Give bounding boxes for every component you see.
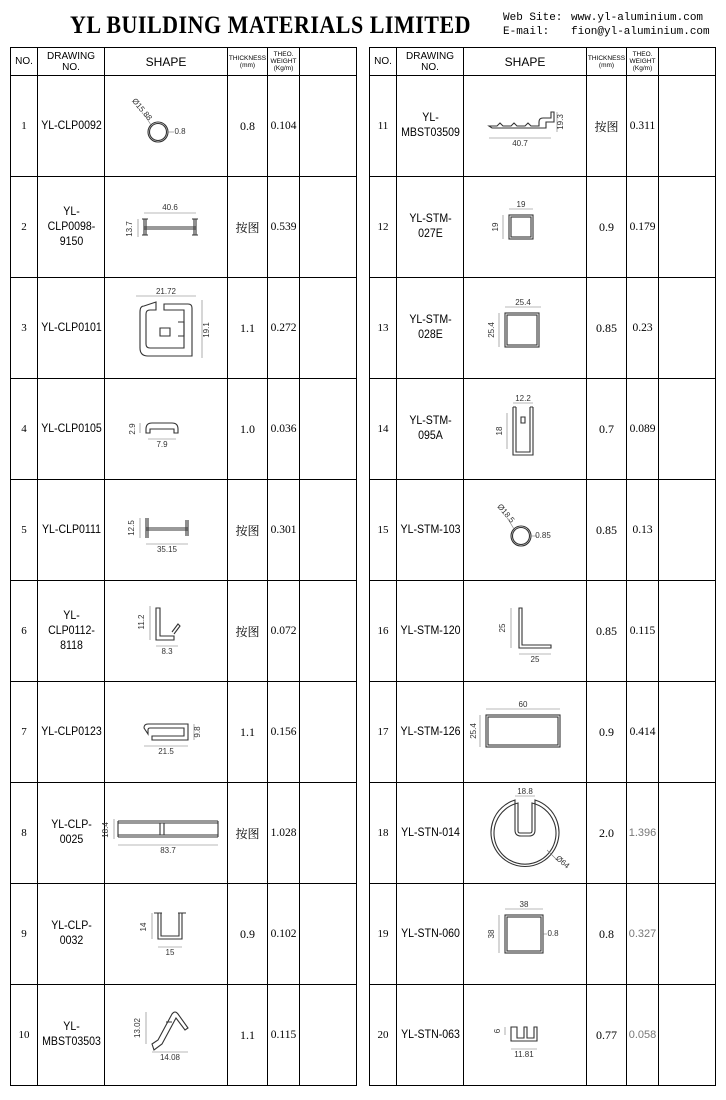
thickness-value: 1.1 — [228, 985, 268, 1086]
thickness-value: 按图 — [228, 480, 268, 581]
profile-drawing — [116, 399, 216, 459]
profile-shape — [105, 480, 228, 581]
blank-cell — [300, 177, 357, 278]
blank-cell — [659, 278, 716, 379]
company-title: YL BUILDING MATERIALS LIMITED — [70, 10, 472, 39]
dimension-label: 25.4 — [487, 322, 496, 338]
drawing-number: YL-CLP0101 — [40, 278, 102, 379]
table-row — [370, 682, 716, 783]
contact-block — [503, 11, 710, 39]
thickness-value: 0.85 — [587, 278, 627, 379]
dimension-label: 11.81 — [514, 1050, 534, 1059]
row-number: 15 — [370, 480, 397, 581]
profile-drawing — [101, 803, 224, 863]
blank-cell — [659, 76, 716, 177]
drawing-number: YL-CLP-0025 — [40, 783, 102, 884]
thickness-value: 0.9 — [587, 682, 627, 783]
profile-shape — [105, 985, 228, 1086]
blank-cell — [300, 884, 357, 985]
profile-shape — [464, 379, 587, 480]
profile-shape — [464, 581, 587, 682]
dimension-label: 0.8 — [547, 929, 559, 938]
col-blank — [300, 48, 357, 76]
profile-shape — [105, 379, 228, 480]
profile-drawing — [116, 1000, 216, 1070]
thickness-value: 0.85 — [587, 581, 627, 682]
blank-cell — [300, 278, 357, 379]
col-blank — [659, 48, 716, 76]
dimension-label: Ø15.88 — [130, 96, 154, 123]
profile-shape — [101, 783, 228, 884]
drawing-number: YL-CLP0105 — [40, 379, 102, 480]
table-row — [11, 177, 357, 278]
weight-value: 0.036 — [268, 379, 300, 480]
dimension-label: 0.85 — [535, 531, 551, 540]
table-row — [370, 379, 716, 480]
row-number: 13 — [370, 278, 397, 379]
thickness-value: 0.8 — [587, 884, 627, 985]
row-number: 10 — [11, 985, 38, 1086]
blank-cell — [300, 379, 357, 480]
profile-drawing — [475, 500, 575, 560]
row-number: 2 — [11, 177, 38, 278]
profile-drawing — [475, 1005, 575, 1065]
dimension-label: 38 — [487, 929, 496, 939]
row-number: 16 — [370, 581, 397, 682]
dimension-label: 2.9 — [128, 423, 137, 435]
website-label: Web Site: — [503, 12, 563, 24]
weight-value: 0.115 — [268, 985, 300, 1086]
blank-cell — [659, 884, 716, 985]
col-drawing: DRAWING NO. — [38, 48, 105, 76]
dimension-label: 25 — [530, 655, 540, 664]
dimension-label: 25.4 — [469, 723, 478, 739]
row-number: 3 — [11, 278, 38, 379]
col-weight: THEO. WEIGHT (Kg/m) — [627, 48, 659, 76]
dimension-label: 60 — [518, 700, 528, 709]
row-number: 18 — [370, 783, 397, 884]
drawing-number: YL-STM-126 — [399, 682, 461, 783]
drawing-number: YL-STM-103 — [399, 480, 461, 581]
col-drawing: DRAWING NO. — [397, 48, 464, 76]
profile-shape — [105, 278, 228, 379]
weight-value: 0.102 — [268, 884, 300, 985]
profile-drawing — [116, 500, 216, 560]
col-thickness: THICKNESS (mm) — [587, 48, 627, 76]
drawing-number: YL-STN-014 — [399, 783, 461, 884]
dimension-label: 6 — [493, 1028, 502, 1034]
thickness-value: 按图 — [228, 581, 268, 682]
dimension-label: 83.7 — [160, 846, 176, 855]
table-row — [370, 278, 716, 379]
weight-value: 0.23 — [627, 278, 659, 379]
drawing-number: YL-MBST03503 — [40, 985, 102, 1086]
thickness-value: 0.77 — [587, 985, 627, 1086]
profile-shape — [105, 177, 228, 278]
dimension-label: 18.4 — [101, 822, 110, 838]
table-row — [11, 783, 357, 884]
dimension-label: Ø64 — [553, 853, 572, 871]
weight-value: 0.414 — [627, 682, 659, 783]
thickness-value: 按图 — [587, 76, 627, 177]
weight-value: 0.072 — [268, 581, 300, 682]
profile-shape — [464, 278, 587, 379]
weight-value: 0.301 — [268, 480, 300, 581]
table-row — [11, 278, 357, 379]
profile-drawing — [475, 596, 575, 666]
dimension-label: 15 — [165, 948, 175, 957]
drawing-number: YL-STM-120 — [399, 581, 461, 682]
profile-shape — [105, 581, 228, 682]
table-row — [11, 581, 357, 682]
row-number: 9 — [11, 884, 38, 985]
profile-drawing — [116, 96, 216, 156]
thickness-value: 1.1 — [228, 682, 268, 783]
dimension-label: 19.3 — [556, 114, 565, 130]
weight-value: 0.104 — [268, 76, 300, 177]
profile-drawing — [116, 288, 216, 368]
dimension-label: 18.8 — [517, 787, 533, 796]
thickness-value: 2.0 — [587, 783, 627, 884]
weight-value: 0.327 — [627, 884, 659, 985]
thickness-value: 0.9 — [228, 884, 268, 985]
row-number: 20 — [370, 985, 397, 1086]
weight-value: 0.311 — [627, 76, 659, 177]
profile-drawing — [475, 197, 575, 257]
col-shape: SHAPE — [464, 48, 587, 76]
row-number: 1 — [11, 76, 38, 177]
blank-cell — [659, 682, 716, 783]
blank-cell — [659, 379, 716, 480]
table-row — [11, 76, 357, 177]
table-row — [370, 76, 716, 177]
blank-cell — [300, 682, 357, 783]
dimension-label: 12.5 — [127, 520, 136, 536]
profile-drawing — [475, 899, 575, 969]
row-number: 14 — [370, 379, 397, 480]
blank-cell — [300, 480, 357, 581]
profile-drawing — [116, 197, 216, 257]
dimension-label: 7.9 — [156, 440, 168, 449]
profile-drawing — [475, 293, 575, 363]
dimension-label: 12.2 — [515, 394, 531, 403]
weight-value: 0.539 — [268, 177, 300, 278]
table-header-row — [370, 48, 716, 76]
dimension-label: 8.3 — [161, 647, 173, 656]
weight-value: 1.028 — [268, 783, 300, 884]
dimension-label: 9.8 — [193, 726, 202, 738]
website-value[interactable]: www.yl-aluminium.com — [571, 12, 704, 24]
weight-value: 0.272 — [268, 278, 300, 379]
dimension-label: 13.02 — [133, 1017, 142, 1039]
drawing-number: YL-CLP0111 — [40, 480, 102, 581]
table-row — [11, 884, 357, 985]
email-row — [503, 25, 710, 39]
drawing-number: YL-CLP0092 — [40, 76, 102, 177]
row-number: 4 — [11, 379, 38, 480]
profile-shape — [464, 985, 587, 1086]
dimension-label: 18 — [495, 426, 504, 436]
table-row — [370, 581, 716, 682]
drawing-number: YL-CLP0112-8118 — [40, 581, 102, 682]
dimension-label: Ø18.5 — [495, 502, 517, 525]
thickness-value: 0.85 — [587, 480, 627, 581]
drawing-number: YL-CLP0123 — [40, 682, 102, 783]
email-label: E-mail: — [503, 26, 550, 38]
website-row — [503, 11, 710, 25]
row-number: 11 — [370, 76, 397, 177]
row-number: 6 — [11, 581, 38, 682]
row-number: 7 — [11, 682, 38, 783]
weight-value: 0.179 — [627, 177, 659, 278]
table-row — [370, 985, 716, 1086]
dimension-label: 40.6 — [162, 203, 178, 212]
dimension-label: 19 — [491, 222, 500, 232]
thickness-value: 0.9 — [587, 177, 627, 278]
thickness-value: 0.7 — [587, 379, 627, 480]
blank-cell — [659, 581, 716, 682]
weight-value: 0.156 — [268, 682, 300, 783]
dimension-label: 0.8 — [174, 127, 186, 136]
drawing-number: YL-MBST03509 — [399, 76, 461, 177]
profile-shape — [464, 783, 587, 884]
dimension-label: 11.2 — [137, 614, 146, 630]
row-number: 8 — [11, 783, 38, 884]
thickness-value: 按图 — [228, 783, 268, 884]
row-number: 17 — [370, 682, 397, 783]
drawing-number: YL-STM-028E — [399, 278, 461, 379]
profile-shape — [105, 884, 228, 985]
profile-drawing — [116, 899, 216, 969]
col-shape: SHAPE — [105, 48, 228, 76]
weight-value: 1.396 — [627, 783, 659, 884]
thickness-value: 按图 — [228, 177, 268, 278]
table-row — [370, 884, 716, 985]
profile-drawing — [475, 788, 575, 878]
table-row — [11, 379, 357, 480]
drawing-number: YL-STN-060 — [399, 884, 461, 985]
drawing-number: YL-STM-027E — [399, 177, 461, 278]
col-no: NO. — [11, 48, 38, 76]
thickness-value: 1.0 — [228, 379, 268, 480]
spec-table-right — [369, 47, 716, 1086]
weight-value: 0.13 — [627, 480, 659, 581]
col-thickness: THICKNESS (mm) — [228, 48, 268, 76]
profile-shape — [464, 177, 587, 278]
col-no: NO. — [370, 48, 397, 76]
spec-table-left — [10, 47, 357, 1086]
weight-value: 0.115 — [627, 581, 659, 682]
dimension-label: 25 — [498, 623, 507, 633]
blank-cell — [659, 480, 716, 581]
table-row — [370, 177, 716, 278]
table-header-row — [11, 48, 357, 76]
dimension-label: 25.4 — [515, 298, 531, 307]
blank-cell — [300, 76, 357, 177]
thickness-value: 1.1 — [228, 278, 268, 379]
table-row — [11, 682, 357, 783]
col-weight: THEO. WEIGHT (Kg/m) — [268, 48, 300, 76]
profile-shape — [105, 682, 228, 783]
blank-cell — [300, 783, 357, 884]
blank-cell — [659, 783, 716, 884]
table-row — [11, 985, 357, 1086]
drawing-number: YL-CLP-0032 — [40, 884, 102, 985]
profile-shape — [464, 76, 587, 177]
profile-drawing — [475, 96, 575, 156]
dimension-label: 21.5 — [158, 747, 174, 756]
dimension-label: 40.7 — [512, 139, 528, 148]
dimension-label: 13.7 — [125, 221, 134, 237]
drawing-number: YL-CLP0098-9150 — [40, 177, 102, 278]
dimension-label: 19.1 — [202, 322, 211, 338]
profile-drawing — [475, 389, 575, 469]
profile-drawing — [116, 702, 216, 762]
thickness-value: 0.8 — [228, 76, 268, 177]
row-number: 12 — [370, 177, 397, 278]
weight-value: 0.058 — [627, 985, 659, 1086]
table-row — [370, 783, 716, 884]
dimension-label: 14.08 — [159, 1053, 181, 1062]
blank-cell — [659, 985, 716, 1086]
drawing-number: YL-STN-063 — [399, 985, 461, 1086]
profile-shape — [464, 682, 587, 783]
dimension-label: 14 — [139, 922, 148, 932]
weight-value: 0.089 — [627, 379, 659, 480]
dimension-label: 21.72 — [155, 287, 177, 296]
drawing-number: YL-STM-095A — [399, 379, 461, 480]
profile-shape — [464, 884, 587, 985]
profile-drawing — [470, 697, 580, 767]
email-value[interactable]: fion@yl-aluminium.com — [571, 26, 710, 38]
blank-cell — [300, 985, 357, 1086]
dimension-label: 19 — [516, 200, 526, 209]
dimension-label: 35.15 — [156, 545, 178, 554]
row-number: 5 — [11, 480, 38, 581]
blank-cell — [300, 581, 357, 682]
dimension-label: 38 — [519, 900, 529, 909]
row-number: 19 — [370, 884, 397, 985]
profile-drawing — [116, 596, 216, 666]
profile-shape — [105, 76, 228, 177]
blank-cell — [659, 177, 716, 278]
profile-shape — [464, 480, 587, 581]
table-row — [11, 480, 357, 581]
table-row — [370, 480, 716, 581]
